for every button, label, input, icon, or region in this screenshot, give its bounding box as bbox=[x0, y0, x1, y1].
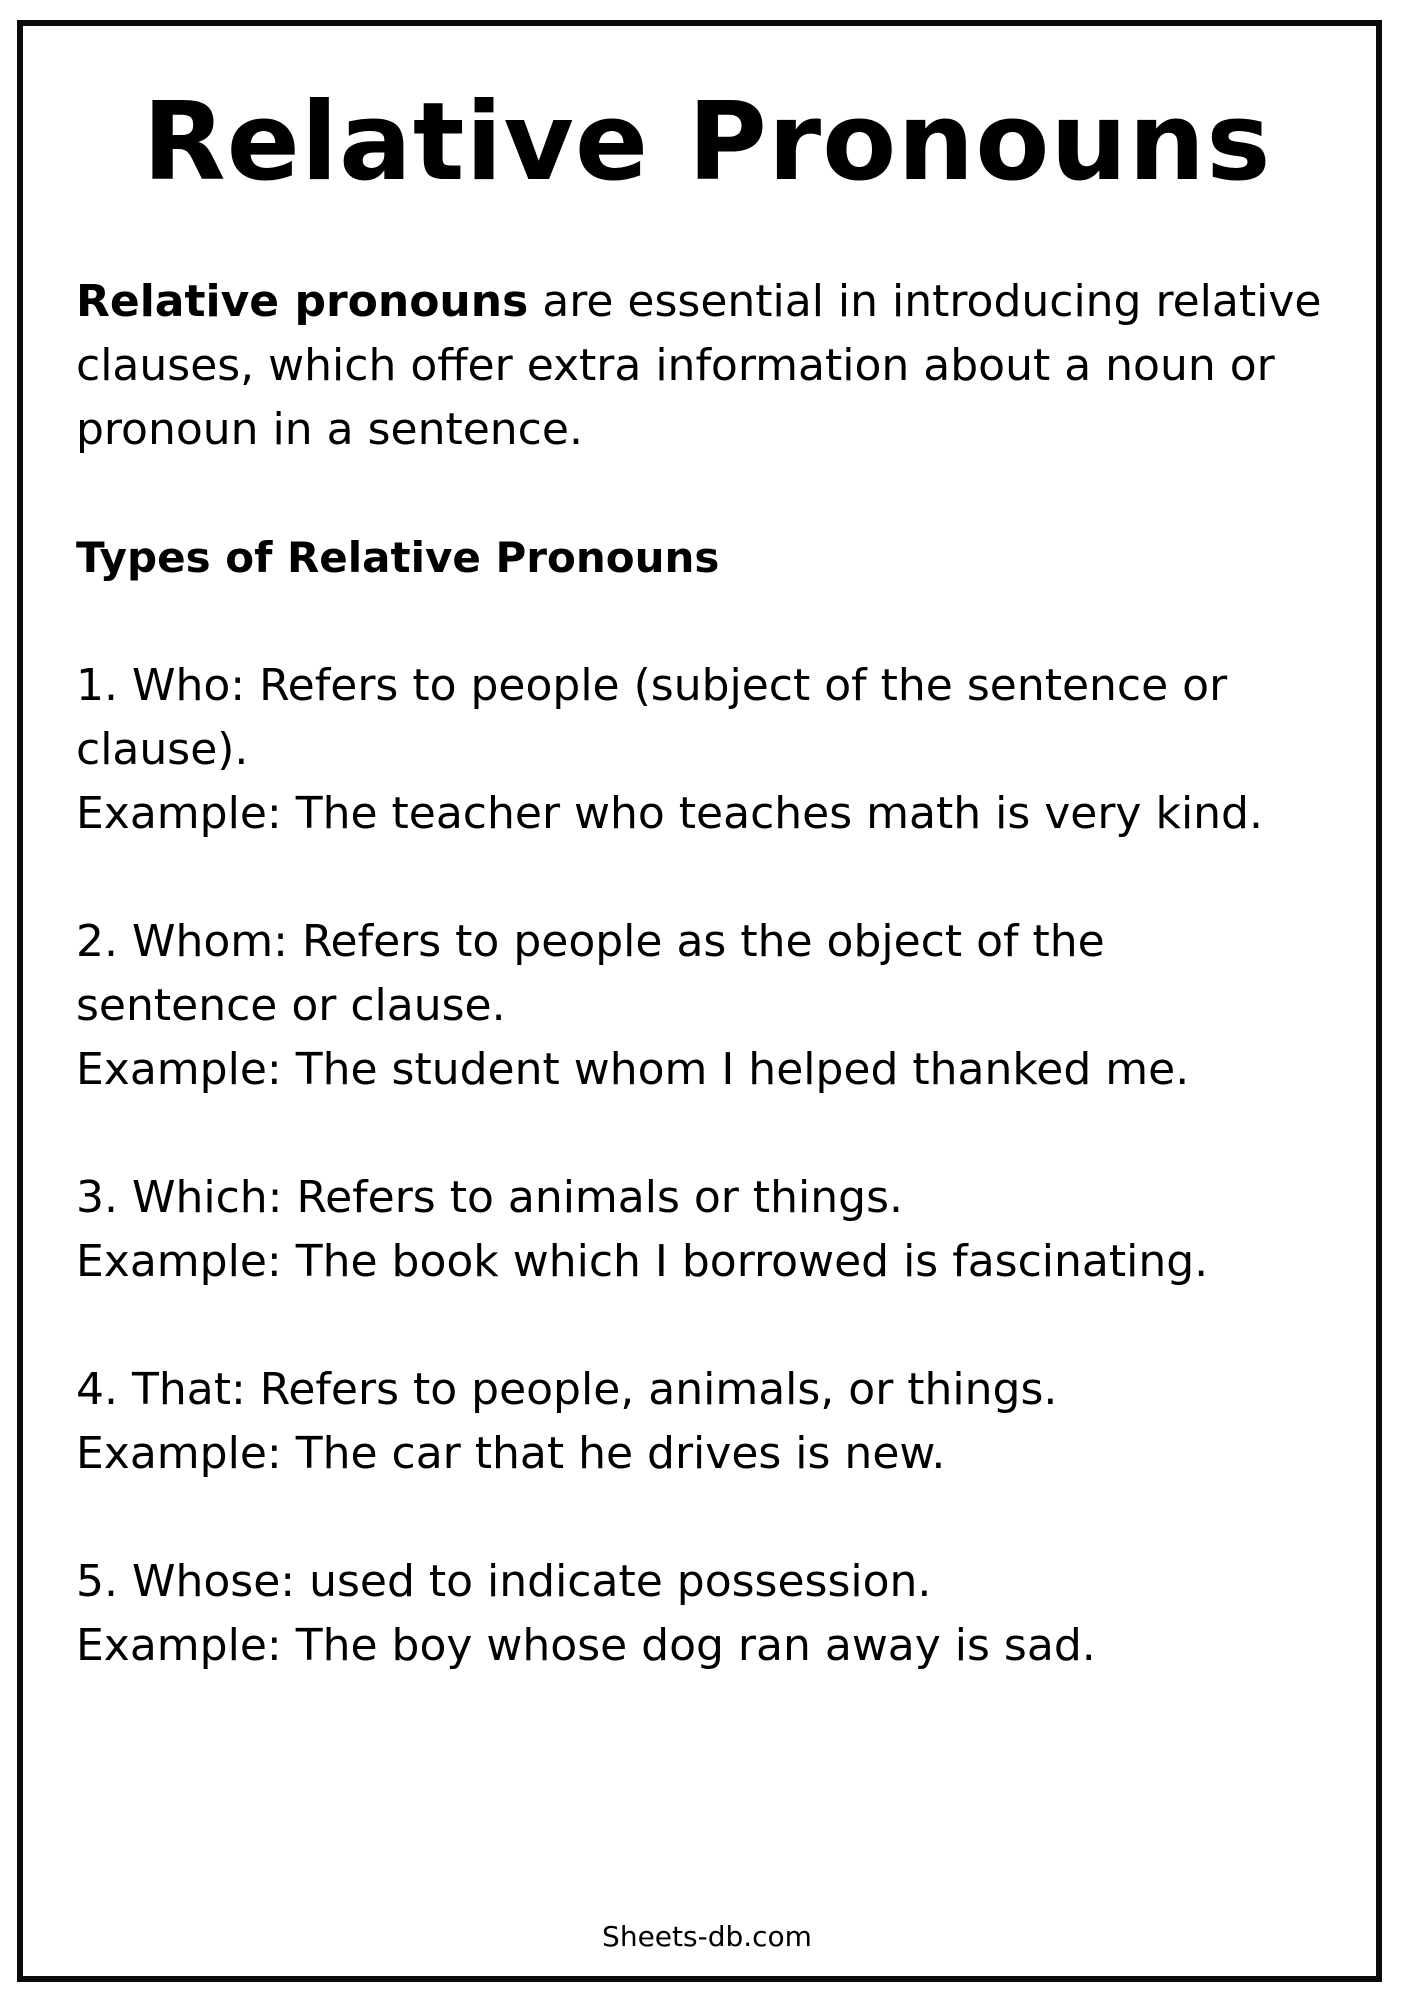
item-example: Example: The book which I borrowed is fascinating. bbox=[76, 1236, 1209, 1287]
spacer bbox=[76, 590, 1346, 654]
spacer bbox=[76, 1486, 1346, 1550]
intro-bold-term: Relative pronouns bbox=[76, 276, 529, 327]
item-definition: 1. Who: Refers to people (subject of the sentence or clause). bbox=[76, 660, 1228, 775]
section-heading: Types of Relative Pronouns bbox=[76, 533, 720, 582]
pronoun-item-whose bbox=[76, 1550, 1346, 1678]
spacer bbox=[76, 462, 1346, 526]
spacer bbox=[76, 846, 1346, 910]
item-definition: 3. Which: Refers to animals or things. bbox=[76, 1172, 903, 1223]
item-definition: 5. Whose: used to indicate possession. bbox=[76, 1556, 932, 1607]
pronoun-item-which bbox=[76, 1166, 1346, 1294]
spacer bbox=[76, 1294, 1346, 1358]
pronoun-item-who bbox=[76, 654, 1346, 846]
item-example: Example: The boy whose dog ran away is sad. bbox=[76, 1620, 1096, 1671]
item-example: Example: The teacher who teaches math is very kind. bbox=[76, 788, 1263, 839]
page-title: Relative Pronouns bbox=[142, 80, 1272, 205]
spacer bbox=[76, 1102, 1346, 1166]
intro-text: are essential in introducing relative clauses, which offer extra information about a noun or pronoun in a sentence. bbox=[76, 276, 1322, 455]
item-example: Example: The student whom I helped thanked me. bbox=[76, 1044, 1190, 1095]
item-definition: 4. That: Refers to people, animals, or things. bbox=[76, 1364, 1058, 1415]
item-definition: 2. Whom: Refers to people as the object of the sentence or clause. bbox=[76, 916, 1105, 1031]
item-example: Example: The car that he drives is new. bbox=[76, 1428, 946, 1479]
footer-source: Sheets-db.com bbox=[602, 1920, 812, 1953]
worksheet-content bbox=[76, 270, 1346, 1678]
intro-paragraph bbox=[76, 270, 1346, 462]
pronoun-item-that bbox=[76, 1358, 1346, 1486]
pronoun-item-whom bbox=[76, 910, 1346, 1102]
